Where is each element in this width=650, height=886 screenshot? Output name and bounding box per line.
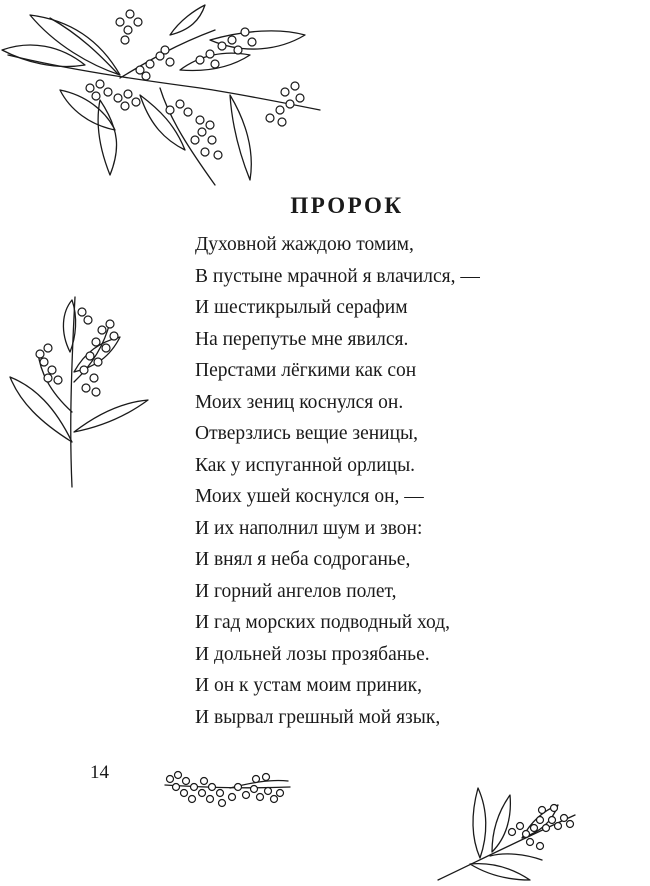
mimosa-branch-top-illustration	[0, 0, 330, 195]
poem-line: Как у испуганной орлицы.	[195, 454, 416, 476]
poem-line: Отверзлись вещие зеницы,	[195, 423, 419, 444]
mimosa-sprig-bottom-right-illustration	[430, 780, 585, 884]
poem-line: Моих ушей коснулся он, —	[195, 486, 424, 507]
mimosa-cluster-bottom-illustration	[160, 765, 300, 810]
poem-stanza	[195, 229, 480, 733]
poem-line: И их наполнил шум и звон:	[195, 517, 423, 539]
poem-line: И горний ангелов полет,	[195, 580, 397, 602]
poem-line: И дольней лозы прозябанье.	[195, 643, 430, 665]
poem-line: На перепутье мне явился.	[195, 328, 409, 350]
poem-line: И гад морских подводный ход,	[195, 612, 451, 633]
poem-line: Моих зениц коснулся он.	[195, 391, 404, 413]
poem-line: И вырвал грешный мой язык,	[195, 706, 441, 728]
poem-line: Перстами лёгкими как сон	[195, 360, 417, 381]
poem-line: В пустыне мрачной я влачился, —	[195, 265, 480, 287]
poem-line: И внял я неба содроганье,	[195, 549, 411, 570]
poem-line: Духовной жаждою томим,	[195, 234, 414, 255]
page-number: 14	[90, 762, 109, 783]
poem-line: И он к устам моим приник,	[195, 675, 422, 696]
mimosa-sprig-left-illustration	[0, 292, 155, 492]
poem-line: И шестикрылый серафим	[195, 297, 408, 318]
poem-title: ПРОРОК	[290, 193, 404, 218]
